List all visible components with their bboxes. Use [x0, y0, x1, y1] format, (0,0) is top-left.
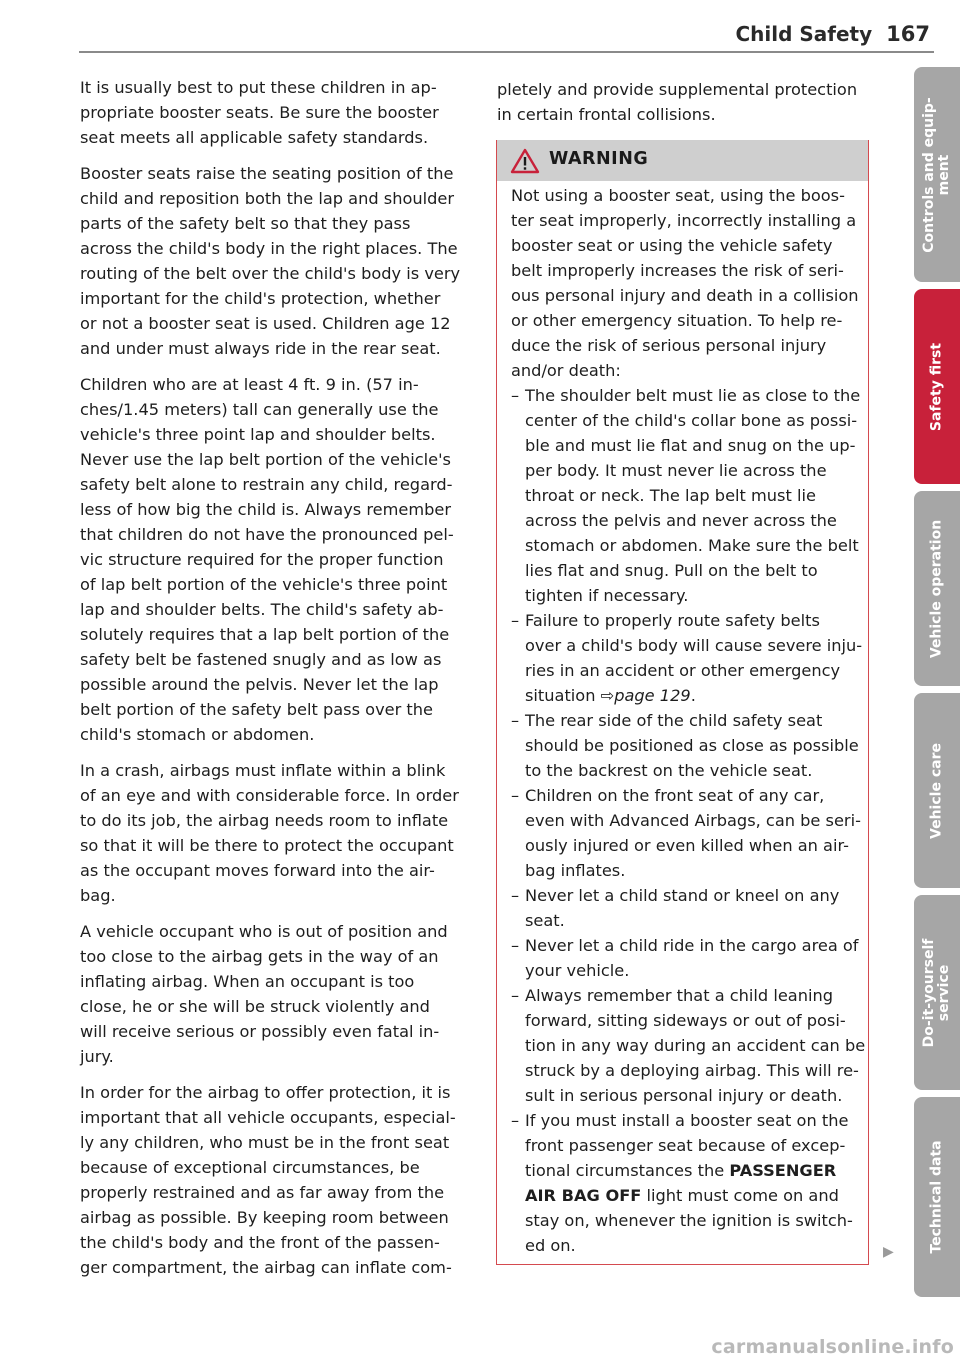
- warning-text-line: to the backrest on the vehicle seat.: [525, 761, 813, 780]
- side-tab[interactable]: [914, 289, 960, 484]
- text-line: less of how big the child is. Always remember: [80, 500, 452, 519]
- warning-text-line: front passenger seat because of excep-: [525, 1136, 846, 1155]
- warning-text-line: tion in any way during an accident can be: [525, 1036, 866, 1055]
- text-line: ches/1.45 meters) tall can generally use the: [80, 400, 439, 419]
- warning-box: [496, 140, 869, 1265]
- text-line: parts of the safety belt so that they pass: [80, 214, 411, 233]
- emphasis-text: PASSENGER: [729, 1161, 837, 1180]
- warning-text-line: – Failure to properly route safety belts: [511, 608, 865, 633]
- warning-text-line: across the pelvis and never across the: [525, 511, 837, 530]
- warning-text-line: ries in an accident or other emergency: [525, 661, 841, 680]
- warning-text-line: throat or neck. The lap belt must lie: [525, 486, 816, 505]
- text-line: to do its job, the airbag needs room to inflate: [80, 811, 449, 830]
- warning-bullet: [511, 983, 865, 1108]
- side-tab[interactable]: [914, 693, 960, 888]
- warning-text-line: ously injured or even killed when an air-: [525, 836, 849, 855]
- section-title: Child Safety: [735, 22, 873, 46]
- text-line: of lap belt portion of the vehicle's three point: [80, 575, 448, 594]
- text-line: too close to the airbag gets in the way of an: [80, 947, 439, 966]
- bullet-dash: –: [511, 711, 520, 730]
- warning-text-line: – The shoulder belt must lie as close to the: [511, 383, 865, 408]
- warning-bullet: [511, 1108, 865, 1258]
- warning-text-line: booster seat or using the vehicle safety: [511, 236, 833, 255]
- text-line: belt portion of the safety belt pass over the: [80, 700, 433, 719]
- text-line: ly any children, who must be in the front seat: [80, 1133, 450, 1152]
- warning-text-line: per body. It must never lie across the: [525, 461, 827, 480]
- warning-text-line: struck by a deploying airbag. This will re-: [525, 1061, 859, 1080]
- bullet-dash: –: [511, 786, 520, 805]
- bullet-dash: –: [511, 886, 520, 905]
- bullet-dash: –: [511, 611, 520, 630]
- warning-text-line: tighten if necessary.: [525, 586, 689, 605]
- text-line: inflating airbag. When an occupant is too: [80, 972, 415, 991]
- text-line: Children who are at least 4 ft. 9 in. (57 in-: [80, 375, 419, 394]
- side-tab-label: Do-it-yourself service: [921, 938, 952, 1047]
- page-number: 167: [886, 22, 930, 46]
- warning-text-line: – If you must install a booster seat on the: [511, 1108, 865, 1133]
- warning-text-line: – Never let a child ride in the cargo area of: [511, 933, 865, 958]
- warning-text-line: – The rear side of the child safety seat: [511, 708, 865, 733]
- warning-bullet: [511, 883, 865, 933]
- warning-bullet: [511, 383, 865, 608]
- page-reference-link[interactable]: page 129: [614, 686, 691, 705]
- warning-text-line: – Children on the front seat of any car,: [511, 783, 865, 808]
- warning-bullet: [511, 933, 865, 983]
- text-line: airbag as possible. By keeping room between: [80, 1208, 449, 1227]
- text-line: A vehicle occupant who is out of position and: [80, 922, 448, 941]
- text-line: vehicle's three point lap and shoulder belts.: [80, 425, 436, 444]
- warning-title: WARNING: [549, 149, 649, 169]
- warning-text-line: tional circumstances the PASSENGER: [525, 1161, 837, 1180]
- warning-text-line: stomach or abdomen. Make sure the belt: [525, 536, 859, 555]
- text-line: will receive serious or possibly even fatal in-: [80, 1022, 440, 1041]
- text-line: propriate booster seats. Be sure the booster: [80, 103, 439, 122]
- watermark: carmanualsonline.info: [711, 1336, 954, 1358]
- side-tab-label: Safety first: [928, 342, 945, 431]
- warning-text-line: seat.: [525, 911, 565, 930]
- text-line: ger compartment, the airbag can inflate com-: [80, 1258, 452, 1277]
- text-line: across the child's body in the right places. The: [80, 239, 458, 258]
- warning-text-line: ble and must lie flat and snug on the up-: [525, 436, 856, 455]
- warning-bullet: [511, 783, 865, 883]
- text-line: It is usually best to put these children in ap-: [80, 78, 437, 97]
- text-line: child's stomach or abdomen.: [80, 725, 315, 744]
- warning-text-line: even with Advanced Airbags, can be seri-: [525, 811, 861, 830]
- body-paragraph: [497, 77, 867, 127]
- text-line: the child's body and the front of the passen-: [80, 1233, 440, 1252]
- warning-text-line: bag inflates.: [525, 861, 626, 880]
- text-line: bag.: [80, 886, 116, 905]
- side-tab-label: Vehicle care: [928, 742, 945, 839]
- warning-text-line: and/or death:: [511, 361, 621, 380]
- warning-text-line: ed on.: [525, 1236, 576, 1255]
- text-line: or not a booster seat is used. Children age 12: [80, 314, 451, 333]
- warning-header: [497, 140, 868, 181]
- emphasis-text: AIR BAG OFF: [525, 1186, 642, 1205]
- right-intro: [497, 77, 867, 138]
- body-paragraph: [80, 1080, 460, 1280]
- text-line: that children do not have the pronounced pel-: [80, 525, 454, 544]
- warning-text-line: situation ⇨page 129.: [525, 686, 696, 705]
- warning-text-line: ter seat improperly, incorrectly installing a: [511, 211, 857, 230]
- warning-text-line: center of the child's collar bone as possi-: [525, 411, 858, 430]
- text-line: vic structure required for the proper function: [80, 550, 444, 569]
- text-line: safety belt alone to restrain any child, regard-: [80, 475, 453, 494]
- warning-triangle-icon: [510, 148, 540, 174]
- bullet-dash: –: [511, 386, 520, 405]
- text-line: Booster seats raise the seating position of the: [80, 164, 454, 183]
- text-line: possible around the pelvis. Never let the lap: [80, 675, 439, 694]
- text-line: safety belt be fastened snugly and as low as: [80, 650, 442, 669]
- warning-text-line: forward, sitting sideways or out of posi-: [525, 1011, 846, 1030]
- side-tab[interactable]: [914, 67, 960, 282]
- text-line: routing of the belt over the child's body is very: [80, 264, 461, 283]
- warning-text-line: duce the risk of serious personal injury: [511, 336, 827, 355]
- warning-text-line: stay on, whenever the ignition is switch-: [525, 1211, 853, 1230]
- text-line: jury.: [80, 1047, 114, 1066]
- warning-body: [511, 183, 865, 1258]
- text-line: because of exceptional circumstances, be: [80, 1158, 420, 1177]
- bullet-dash: –: [511, 986, 520, 1005]
- text-line: child and reposition both the lap and shoulder: [80, 189, 455, 208]
- text-line: Never use the lap belt portion of the vehicle's: [80, 450, 451, 469]
- warning-text-line: Not using a booster seat, using the boos-: [511, 186, 845, 205]
- text-line: In order for the airbag to offer protection, it is: [80, 1083, 451, 1102]
- bullet-dash: –: [511, 936, 520, 955]
- warning-bullet: [511, 608, 865, 708]
- text-line: close, he or she will be struck violently and: [80, 997, 430, 1016]
- body-paragraph: [80, 75, 460, 150]
- warning-text-line: belt improperly increases the risk of seri-: [511, 261, 844, 280]
- page-ref-arrow-icon: ⇨: [600, 686, 615, 705]
- side-tab[interactable]: [914, 895, 960, 1090]
- warning-text-line: AIR BAG OFF light must come on and: [525, 1186, 839, 1205]
- side-tab-label: Vehicle operation: [928, 519, 945, 658]
- header-rule: [79, 51, 934, 53]
- left-column: [80, 75, 460, 1291]
- warning-text-line: over a child's body will cause severe inju-: [525, 636, 863, 655]
- text-line: and under must always ride in the rear seat.: [80, 339, 441, 358]
- text-line: in certain frontal collisions.: [497, 105, 716, 124]
- text-line: seat meets all applicable safety standards.: [80, 128, 429, 147]
- text-line: properly restrained and as far away from the: [80, 1183, 445, 1202]
- warning-text-line: – Never let a child stand or kneel on any: [511, 883, 865, 908]
- warning-bullet: [511, 708, 865, 783]
- warning-text-line: sult in serious personal injury or death.: [525, 1086, 843, 1105]
- text-line: lap and shoulder belts. The child's safety ab-: [80, 600, 444, 619]
- text-line: important that all vehicle occupants, especial-: [80, 1108, 456, 1127]
- side-tab[interactable]: [914, 491, 960, 686]
- bullet-dash: –: [511, 1111, 520, 1130]
- text-line: as the occupant moves forward into the air-: [80, 861, 435, 880]
- side-tab-label: Controls and equip- ment: [921, 96, 952, 253]
- text-line: In a crash, airbags must inflate within a blink: [80, 761, 446, 780]
- page-header: [735, 22, 930, 46]
- body-paragraph: [80, 161, 460, 361]
- body-paragraph: [80, 758, 460, 908]
- text-line: of an eye and with considerable force. In order: [80, 786, 459, 805]
- body-paragraph: [80, 919, 460, 1069]
- text-line: so that it will be there to protect the occupant: [80, 836, 454, 855]
- text-line: pletely and provide supplemental protection: [497, 80, 858, 99]
- warning-text-line: ous personal injury and death in a collision: [511, 286, 859, 305]
- text-line: solutely requires that a lap belt portion of the: [80, 625, 450, 644]
- warning-text-line: lies flat and snug. Pull on the belt to: [525, 561, 818, 580]
- side-tab-label: Technical data: [928, 1140, 945, 1254]
- continue-arrow-icon: ▶: [883, 1244, 894, 1260]
- warning-text-line: should be positioned as close as possible: [525, 736, 859, 755]
- warning-text-line: or other emergency situation. To help re-: [511, 311, 843, 330]
- warning-text-line: your vehicle.: [525, 961, 630, 980]
- body-paragraph: [80, 372, 460, 747]
- side-tab[interactable]: [914, 1097, 960, 1297]
- warning-text-line: – Always remember that a child leaning: [511, 983, 865, 1008]
- text-line: important for the child's protection, whether: [80, 289, 441, 308]
